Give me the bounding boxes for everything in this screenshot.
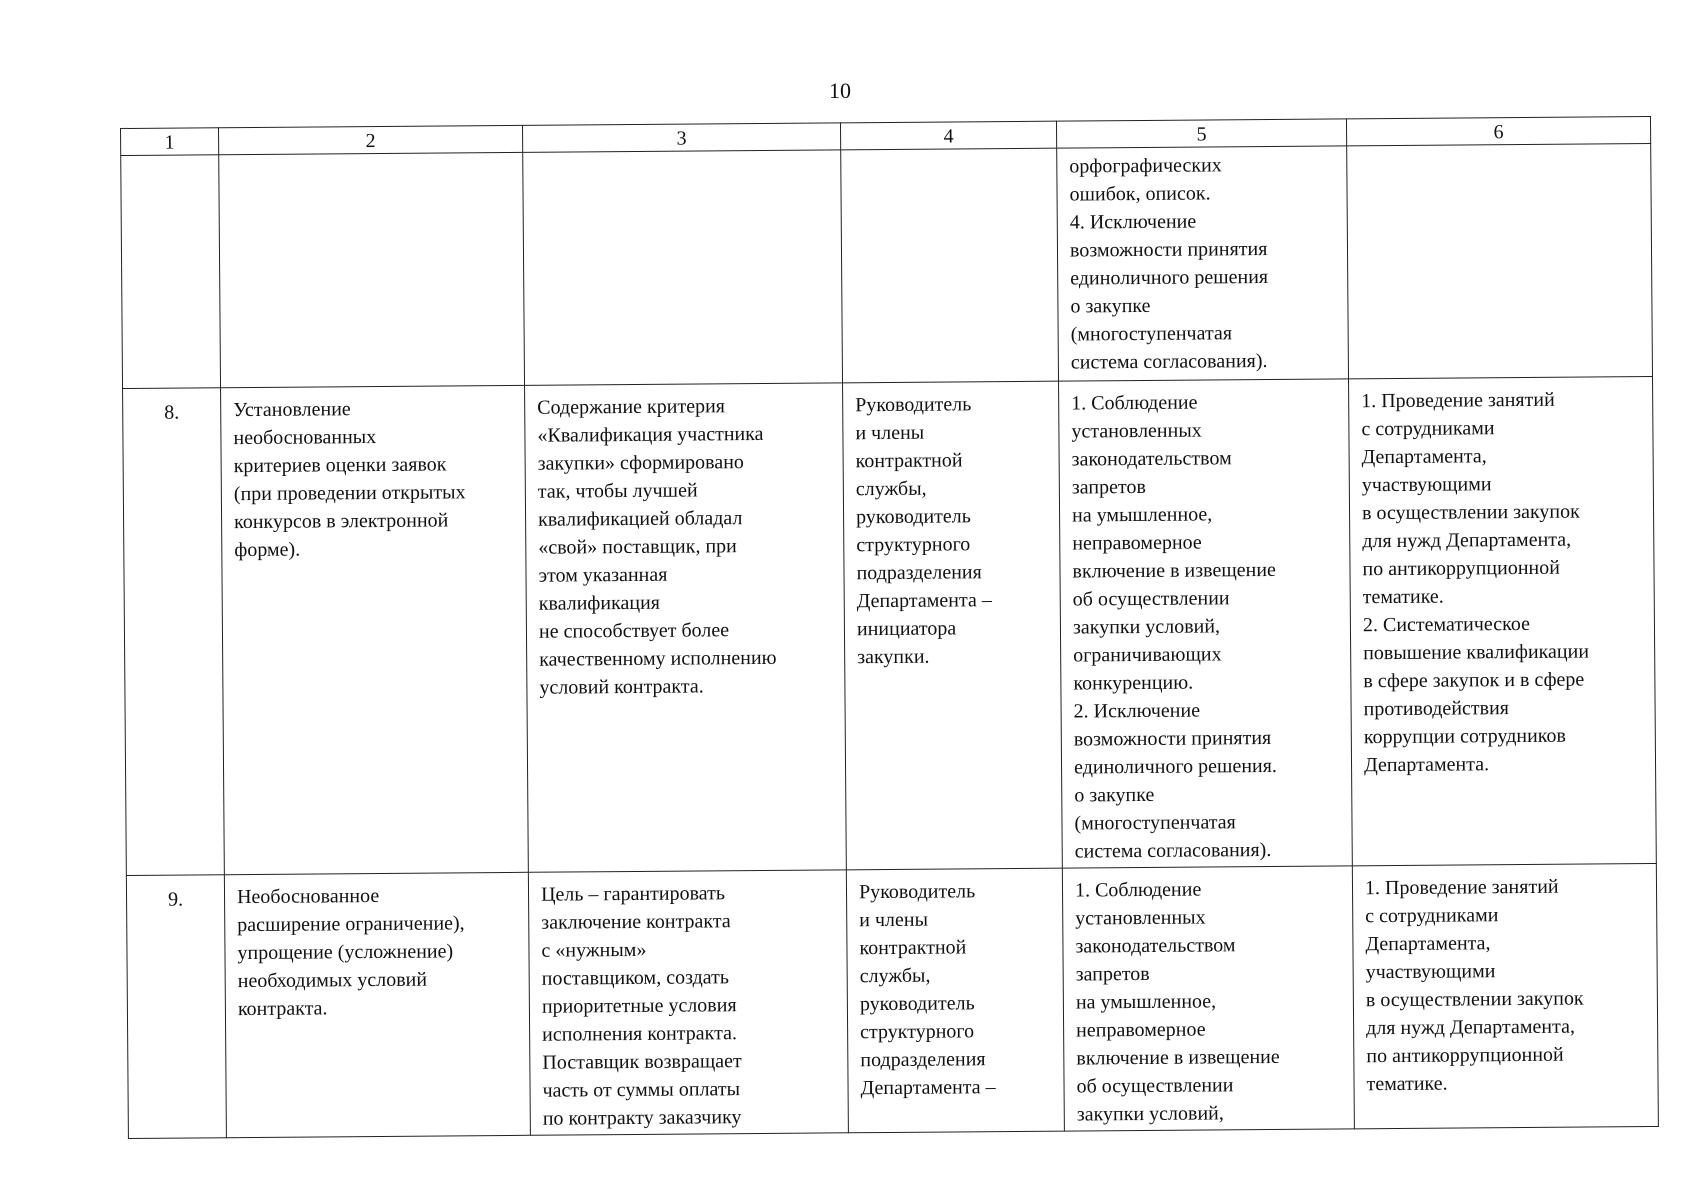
cell-responsible-positions: Руководитель и члены контрактной службы, руководитель структурного подразделения Департамента – — [846, 868, 1064, 1133]
cell-risk-description — [219, 152, 525, 387]
column-header-3: 3 — [522, 123, 840, 152]
cell-responsible-positions — [841, 148, 1059, 383]
corruption-risk-table — [120, 116, 1659, 1139]
column-header-1: 1 — [121, 128, 219, 156]
cell-prevention-measures: 1. Проведение занятий с сотрудниками Департамента, участвующими в осуществлении закупок для нужд Департамента, по антикоррупционной тематике. — [1352, 863, 1658, 1128]
table-row-continued — [121, 143, 1653, 388]
cell-responsible-positions: Руководитель и члены контрактной службы, руководитель структурного подразделения Департамента – инициатора закупки. — [843, 381, 1063, 870]
cell-risk-description: Установление необоснованных критериев оценки заявок (при проведении открытых конкурсов в электронной форме). — [221, 385, 529, 874]
cell-minimization-measures: 1. Соблюдение установленных законодательством запретов на умышленное, неправомерное включение в извещение об осуществлении закупки условий, — [1062, 866, 1354, 1131]
cell-minimization-measures: орфографических ошибок, описок. 4. Исключение возможности принятия единоличного решения о закупке (многоступенчатая система согласования). — [1057, 146, 1349, 381]
table-row-9 — [126, 863, 1658, 1138]
column-header-2: 2 — [219, 125, 523, 154]
cell-risk-description: Необоснованное расширение ограничение), упрощение (усложнение) необходимых условий контракта. — [224, 872, 530, 1137]
column-header-4: 4 — [840, 121, 1056, 150]
cell-risk-scenario: Содержание критерия «Квалификация участника закупки» сформировано так, чтобы лучшей квалификацией обладал «свой» поставщик, при этом указанная квалификация не способствует более качественному исполнению условий контракта. — [525, 383, 847, 872]
column-header-5: 5 — [1056, 119, 1346, 148]
column-header-6: 6 — [1346, 116, 1650, 145]
table-row-8 — [123, 376, 1657, 875]
cell-minimization-measures: 1. Соблюдение установленных законодательством запретов на умышленное, неправомерное включение в извещение об осуществлении закупки условий, ограничивающих конкуренцию. 2. Исключение возможности принятия единоличного решения. о закупке (многоступенчатая система согласования). — [1059, 379, 1353, 868]
page-number: 10 — [829, 78, 851, 103]
cell-prevention-measures: 1. Проведение занятий с сотрудниками Департамента, участвующими в осуществлении закупок для нужд Департамента, по антикоррупционной тематике. 2. Систематическое повышение квалификации в сфере закупок и в сфере противодействия коррупции сотрудников Департамента. — [1349, 376, 1657, 865]
row-number: 8. — [123, 388, 225, 876]
cell-risk-scenario: Цель – гарантировать заключение контракта с «нужным» поставщиком, создать приоритетные условия исполнения контракта. Поставщик возвращает часть от суммы оплаты по контракту заказчику — [528, 870, 848, 1135]
row-number: 9. — [126, 875, 226, 1139]
row-number — [121, 155, 221, 389]
cell-prevention-measures — [1347, 143, 1653, 378]
cell-risk-scenario — [523, 150, 843, 385]
